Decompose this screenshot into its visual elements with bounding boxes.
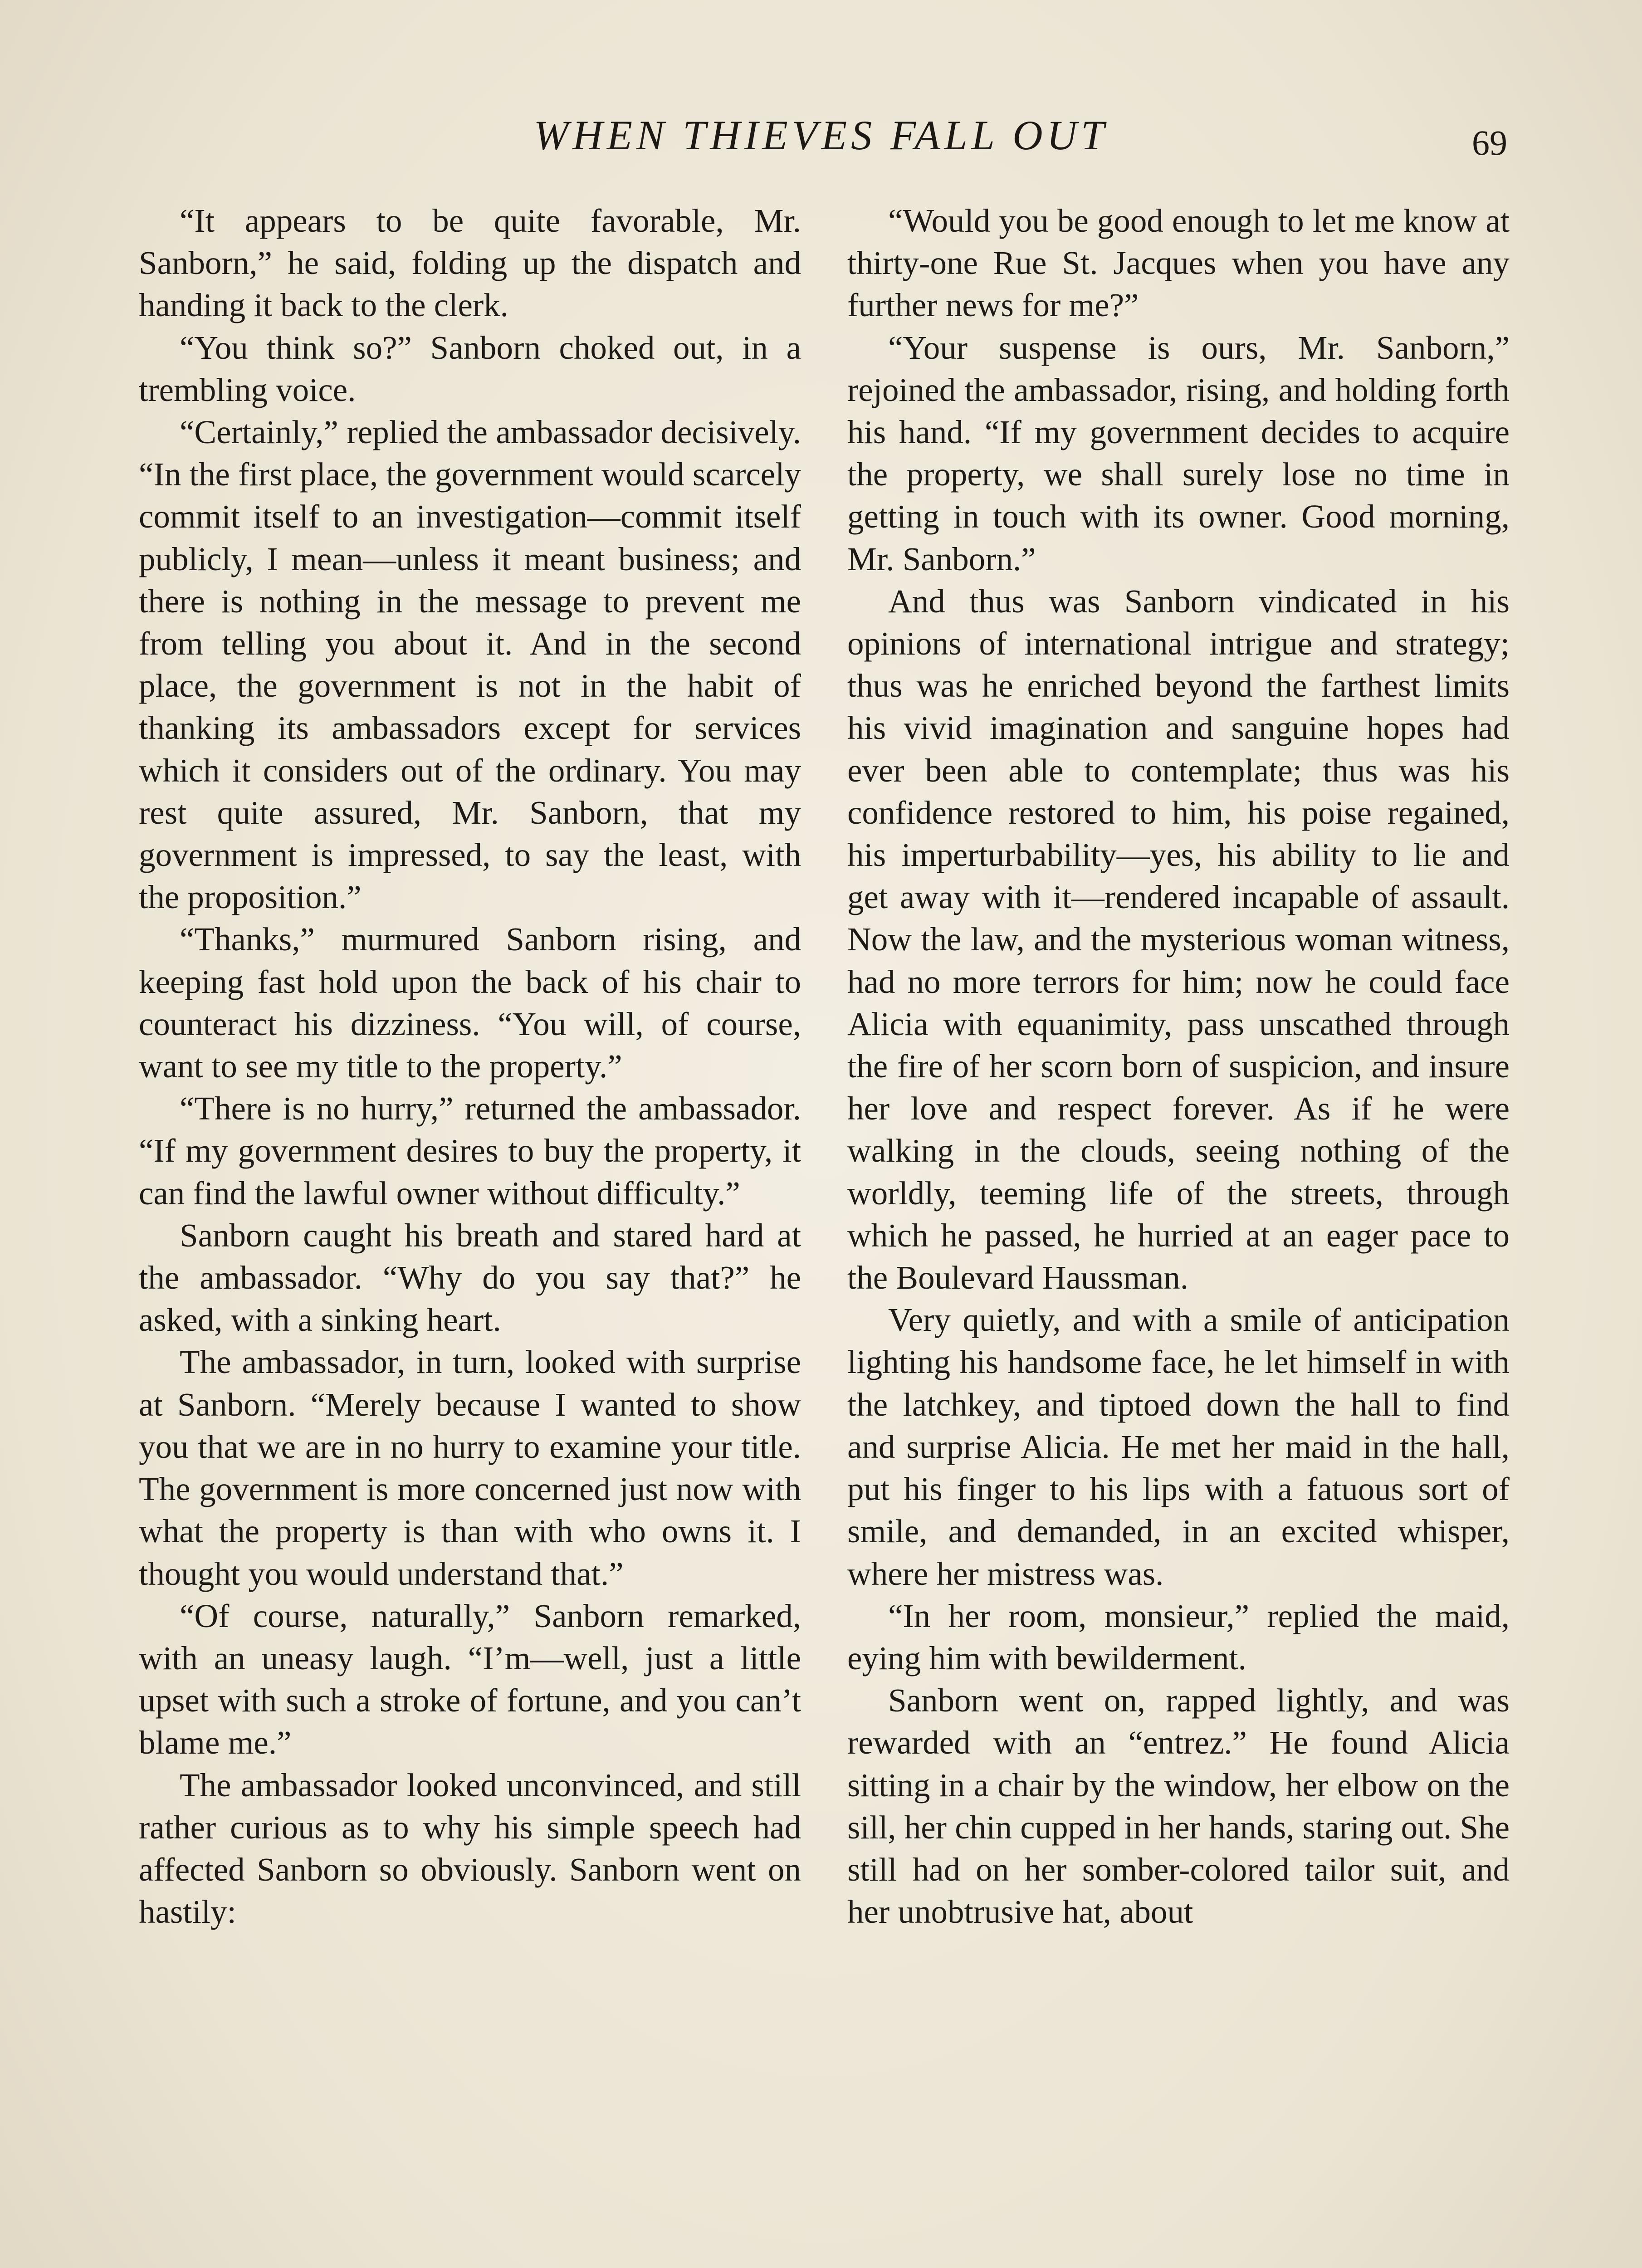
- page-number: 69: [1472, 123, 1507, 162]
- paragraph: “There is no hurry,” returned the ambassador. “If my government desires to buy the property, it can find the lawful owner without difficulty.”: [139, 1090, 801, 1212]
- paragraph: “Would you be good enough to let me know at thirty-one Rue St. Jacques when you have any further news for me?”: [847, 202, 1510, 324]
- paragraph: “Of course, naturally,” Sanborn remarked, with an uneasy laugh. “I’m—well, just a little upset with such a stroke of fortune, and you can’t blame me.”: [139, 1597, 801, 1761]
- running-title: WHEN THIEVES FALL OUT: [533, 112, 1109, 158]
- paragraph: Very quietly, and with a smile of anticipation lighting his handsome face, he let himself in with the latchkey, and tiptoed down the hall to find and surprise Alicia. He met her maid in the hall, put his finger to his lips with a fatuous sort of smile, and demanded, in an excited whisper, where her mistress was.: [847, 1301, 1510, 1592]
- paragraph: And thus was Sanborn vindicated in his opinions of international intrigue and strategy; thus was he enriched beyond the farthest limits his vivid imagination and sanguine hopes had ever been able to contemplate; thus was his confidence restored to him, his poise regained, his imperturbability—yes, his ability to lie and get away with it—rendered incapable of assault. Now the law, and the mysterious woman witness, had no more terrors for him; now he could face Alicia with equanimity, pass unscathed through the fire of her scorn born of suspicion, and insure her love and respect forever. As if he were walking in the clouds, seeing nothing of the worldly, teeming life of the streets, through which he passed, he hurried at an eager pace to the Boulevard Haussman.: [847, 582, 1510, 1296]
- paragraph: “In her room, monsieur,” replied the maid, eying him with bewilderment.: [847, 1597, 1510, 1677]
- paragraph: The ambassador looked unconvinced, and still rather curious as to why his simple speech had affected Sanborn so obviously. Sanborn went on hastily:: [139, 1766, 801, 1931]
- paragraph: “It appears to be quite favorable, Mr. Sanborn,” he said, folding up the dispatch and handing it back to the clerk.: [139, 202, 801, 324]
- paragraph: Sanborn went on, rapped lightly, and was rewarded with an “entrez.” He found Alicia sitting in a chair by the window, her elbow on the sill, her chin cupped in her hands, staring out. She still had on her somber-colored tailor suit, and her unobtrusive hat, about: [847, 1682, 1510, 1931]
- paragraph: Sanborn caught his breath and stared hard at the ambassador. “Why do you say that?” he asked, with a sinking heart.: [139, 1217, 801, 1339]
- left-column: [139, 200, 801, 2268]
- paragraph: The ambassador, in turn, looked with surprise at Sanborn. “Merely because I wanted to show you that we are in no hurry to examine your title. The government is more concerned just now with what the property is than with who owns it. I thought you would understand that.”: [139, 1344, 801, 1592]
- paragraph: “Certainly,” replied the ambassador decisively. “In the first place, the government would scarcely commit itself to an investigation—commit itself publicly, I mean—unless it meant business; and there is nothing in the message to prevent me from telling you about it. And in the second place, the government is not in the habit of thanking its ambassadors except for services which it considers out of the ordinary. You may rest quite assured, Mr. Sanborn, that my government is impressed, to say the least, with the proposition.”: [139, 414, 801, 916]
- paragraph: “You think so?” Sanborn choked out, in a trembling voice.: [139, 329, 801, 408]
- paragraph: “Your suspense is ours, Mr. Sanborn,” rejoined the ambassador, rising, and holding forth his hand. “If my government decides to acquire the property, we shall surely lose no time in getting in touch with its owner. Good morning, Mr. Sanborn.”: [847, 329, 1510, 577]
- right-column: [847, 200, 1510, 2268]
- paragraph: “Thanks,” murmured Sanborn rising, and keeping fast hold upon the back of his chair to counteract his dizziness. “You will, of course, want to see my title to the property.”: [139, 921, 801, 1085]
